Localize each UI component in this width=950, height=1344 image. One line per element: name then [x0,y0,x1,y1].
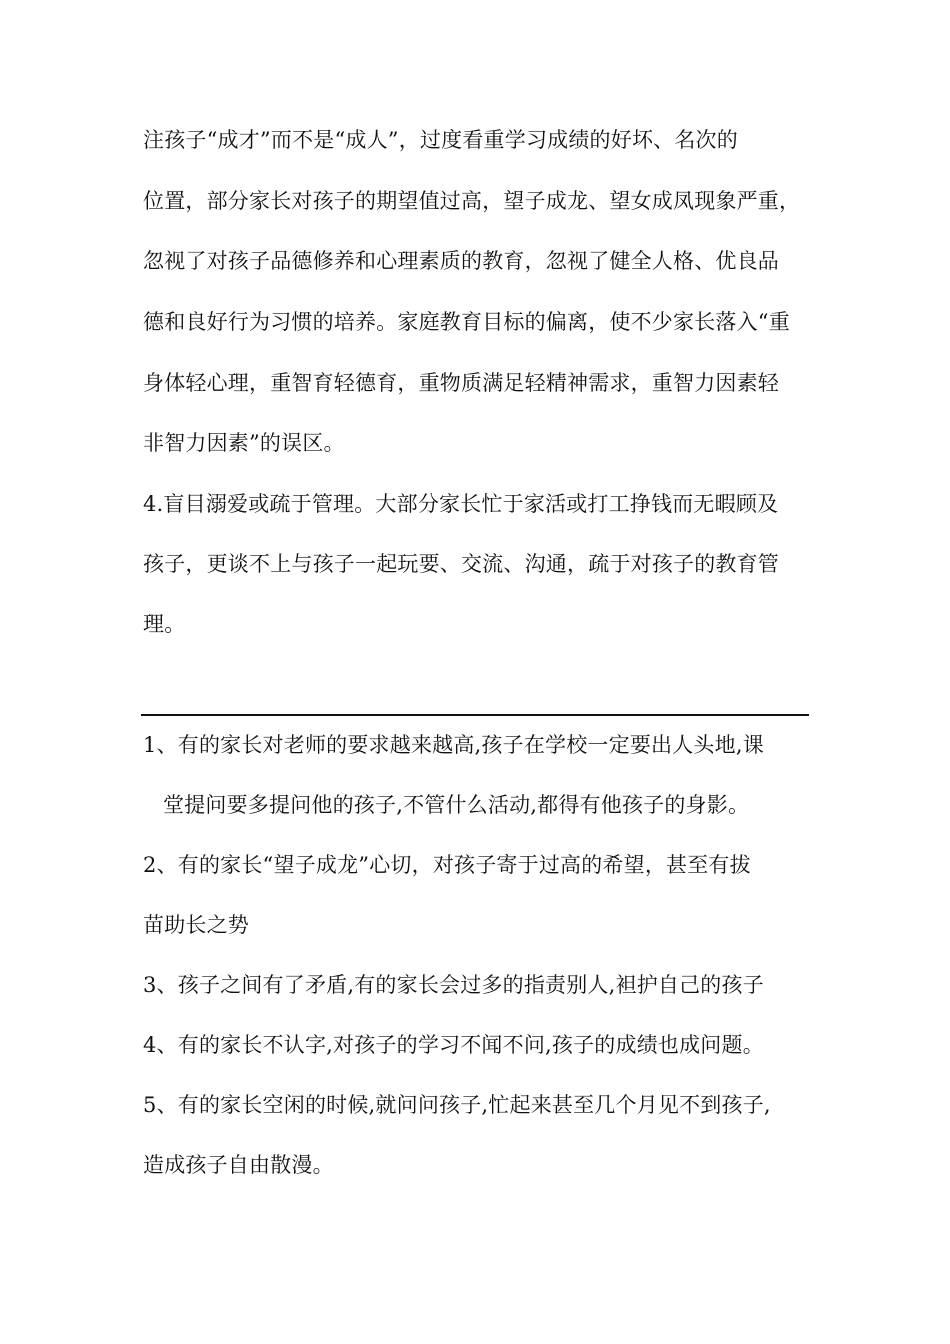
list-item-line: 堂提问要多提问他的孩子,不管什么活动,都得有他孩子的身影。 [163,793,750,817]
list-item-line: 5、有的家长空闲的时候,就问问孩子,忙起来甚至几个月见不到孩子, [143,1093,771,1117]
paragraph-line: 身体轻心理，重智育轻德育，重物质满足轻精神需求，重智力因素轻 [143,371,779,395]
list-item-line: 2、有的家长“望子成龙”心切，对孩子寄于过高的希望，甚至有拔 [143,853,751,877]
list-item-line: 1、有的家长对老师的要求越来越高,孩子在学校一定要出人头地,课 [143,733,764,757]
list-item-line: 3、孩子之间有了矛盾,有的家长会过多的指责别人,袒护自己的孩子 [143,973,764,997]
list-item-line: 造成孩子自由散漫。 [143,1153,334,1177]
paragraph-line: 非智力因素”的误区。 [143,431,345,455]
paragraph-line: 忽视了对孩子品德修养和心理素质的教育，忽视了健全人格、优良品 [143,249,779,273]
paragraph-line: 注孩子“成才”而不是“成人”，过度看重学习成绩的好坏、名次的 [143,128,738,152]
list-item-line: 4、有的家长不认字,对孩子的学习不闻不问,孩子的成绩也成问题。 [143,1033,764,1057]
list-item-line: 理。 [143,612,186,636]
paragraph-line: 位置，部分家长对孩子的期望值过高，望子成龙、望女成凤现象严重， [143,189,801,213]
list-item-line: 苗助长之势 [143,913,249,937]
paragraph-line: 德和良好行为习惯的培养。家庭教育目标的偏离，使不少家长落入“重 [143,310,790,334]
list-item-line: 孩子，更谈不上与孩子一起玩要、交流、沟通，疏于对孩子的教育管 [143,552,779,576]
section-divider [141,714,809,716]
list-item-line: 4.盲目溺爱或疏于管理。大部分家长忙于家活或打工挣钱而无暇顾及 [143,492,779,516]
